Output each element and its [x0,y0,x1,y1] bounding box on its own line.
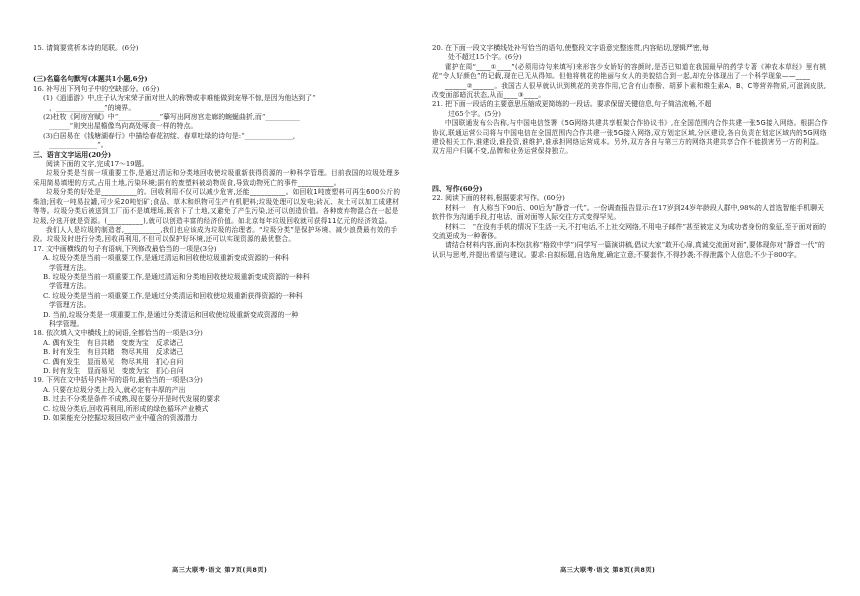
q21-passage: 中国联通发布公告称,与中国电信签署《5G网络共建共享框架合作协议书》,在全国范围内合作共建一张5G接入网络。根据合作协议,联通运营公司将与中国电信在全国范围内合作共建一张5G接入网络,双方划定区域,分区建设,各自负责在划定区域内的5G网络建设相关工作,谁建设,谁投资,谁维护,谁承担网络运营成本。另外,双方各自与第三方的网络共建共享合作不能损害另一方的利益。双方用户归属不变,品牌和业务运营保持独立。 [432,119,829,156]
left-page-column [33,44,401,554]
q17-option-a: A. 垃圾分类是当前一项重要工作,是通过清运和回收使垃圾重新变成资源的一种科 [43,254,289,263]
q19-option-c: C. 垃圾分类后,回收再利用,所形成的绿色循环产业模式 [43,404,209,413]
q17-option-c-cont: 学管理方法。 [49,301,91,310]
q17-option-c: C. 垃圾分类是当前一项重要工作,是通过分类清运和回收使垃圾重新获得资源的一种科 [43,291,303,300]
question-16: 16. 补写出下列句子中的空缺部分。(6分) [33,84,160,93]
material-2: 材料二 “在没有手机的情况下生活一天,不打电话,不上社交网络,不用电子邮件”甚至被定义为成功者身份的象征,至于面对面的交流更成为一种奢侈。 [432,222,827,240]
q18-option-b: B. 时有发生 有目共睹 物尽其用 反求诸己 [43,348,184,357]
q18-option-a: A. 偶有发生 有目共睹 变废为宝 反求诸己 [43,338,184,347]
question-19: 19. 下列在文中括号内补写的语句,最恰当的一项是(3分) [33,376,203,385]
section-writing: 四、写作(60分) [432,184,483,193]
q16-item-3b: ______________”。 [49,141,108,150]
question-21: 21. 把下面一段话的主要意思压缩成更简练的一段话。要求保留关键信息,句子简洁流畅,不超 [432,100,712,109]
q19-option-d: D. 如果能充分挖掘垃圾回收产业中蕴含的资源潜力 [43,414,198,423]
q16-item-1b: ，______________”的境界。 [49,103,136,112]
q17-option-b-cont: 学管理方法。 [49,282,91,291]
q16-item-3a: (3)白居易在《钱塘湖春行》中描绘春花初绽、春草吐绿的诗句是:“______________, [43,131,296,140]
q20-passage-2: ______②______。我国古人很早就认识到桃花的美容作用,它含有山柰酚、胡萝卜素和维生素A、B、C等营养物质,可滋润皮肤,改变面部暗沉状态,从而____③____。 [432,81,827,100]
passage-paragraph-3: 我们人人是垃圾的制造者,__________,我们也应该成为垃圾的治理者。“垃圾分类”是保护环境、减少浪费最有效的手段。垃圾及时进行分类,回收再利用,不但可以保护好环境,还可以实现资源的最优整合。 [33,225,398,244]
question-22: 22. 阅读下面的材料,根据要求写作。(60分) [432,194,565,203]
q17-option-d: D. 当前,垃圾分类是一项重要工作,是通过分类清运和回收使垃圾重新变成资源的一种 [43,310,299,319]
q18-option-d: D. 时有发生 显而易见 变废为宝 扪心自问 [43,367,184,375]
q16-item-2b: ______”则突出屋檐像鸟向高处啄食一样的特点。 [49,122,198,131]
question-20: 20. 在下面一段文字横线处补写恰当的语句,使整段文字语意完整连贯,内容贴切,逻辑严密,每 [432,44,709,52]
q16-item-2a: (2)杜牧《阿房宫赋》中“____________”摹写出阿房宫走廊的蜿蜒曲折,而“__________ [43,113,300,122]
passage-paragraph-1: 垃圾分类是当前一项重要工作,是通过清运和分类地回收使垃圾重新获得资源的一种科学管理。目前我国的垃圾处理多采用简易填埋的方式,占用土地,污染环境;据有的废塑料被动物误食,导致动物死亡的事件__________。 [33,169,400,187]
page-footer-right: 高三大联考·语文 第8页(共8页) [560,567,656,574]
q19-option-b: B. 过去不分类是条件不成熟,现在要分开是时代发展的要求 [43,395,221,404]
q19-option-a: A. 只要在垃圾分类上投入,就必定有丰厚的产出 [43,385,186,394]
question-21-cont: 过65个字。(5分) [448,109,501,118]
q17-option-d-cont: 科学管理。 [49,319,84,328]
passage-paragraph-2: 垃圾分类的好处是__________的。回收利用不仅可以减少危害,还能__________。如回收1吨废塑料可再生600公斤的柴油;回收一吨易拉罐,可少采20吨铝矿;食品、草木和织物可生产有机肥料;垃圾处理可以发电;砖瓦、灰土可以加工成建材等等。垃圾分类后被送到工厂而不是填埋场,既省下了土地,又避免了产生污染,还可以创造价值。各种废弃物混合在一起是垃圾,分选开就是资源。(__________),就可以创造丰富的经济价值。如北京每年垃圾回收就可获得11亿元的经济效益。 [33,188,401,225]
question-15: 15. 请简要赏析本诗的尾联。(6分) [33,44,139,52]
q20-passage-1: 霍护在周“____①____”(必须用诗句来填写)来形容少女娇好的容颜时,是否已知道在我国最早的药学专著《神农本草经》里有桃花“令人好颜色”的记载,现在已无从得知。但他将桃花的艳丽与女人的美貌结合到一起,却充分体现出了一个科学现象——____ [432,62,827,81]
question-20-cont: 处不超过15个字。(6分) [448,53,522,62]
page-footer-left: 高三大联考·语文 第7页(共8页) [172,567,268,574]
right-page-column [432,44,830,554]
q18-option-c: C. 偶有发生 显而易见 物尽其用 扪心自问 [43,357,184,366]
writing-task: 请结合材料内容,面向本校(抗称“格致中学”)同学写一篇演讲稿,倡议大家“敢开心扉,真诚交流面对面”,要体现你对“静音一代”的认识与思考,并提出希望与建议。要求:自拟标题,自选角度,确定立意;不要套作,不得抄袭;不得泄露个人信息;不少于800字。 [432,241,825,259]
question-18: 18. 依次填入文中横线上的词语,全都恰当的一项是(3分) [33,329,203,338]
section-famous-lines: (三)名篇名句默写(本题共1小题,6分) [33,75,148,84]
reading-intro: 阅读下面的文字,完成17～19题。 [46,160,149,169]
question-17: 17. 文中画横线的句子有语病,下列修改最恰当的一项是(3分) [33,244,217,253]
q17-option-b: B. 垃圾分类是当前一项重要工作,是通过清运和分类地回收使垃圾重新变成资源的一种科 [43,272,310,281]
q17-option-a-cont: 学管理方法。 [49,263,91,272]
q16-item-1a: (1)《逍遥游》中,庄子认为宋荣子面对世人的称赞或非难能做到宠辱不惊,是因为他达到了“ [43,94,316,103]
material-1: 材料一 有人称当下90后、00后为“静音一代”。一份调查报告显示:在17岁到24岁年龄段人群中,98%的人首选智能手机聊天软件作为沟通手段,打电话、面对面等人际交往方式变得罕见。 [432,203,824,222]
section-language-use: 三、语言文字运用(20分) [33,150,112,159]
